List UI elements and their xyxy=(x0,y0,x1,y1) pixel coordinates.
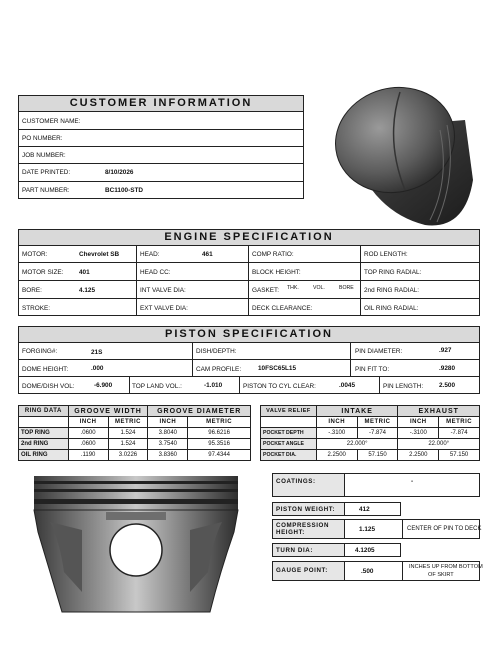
coatings-label: COATINGS: xyxy=(273,474,345,496)
turn-dia-label: TURN DIA: xyxy=(273,544,345,556)
pin-diameter-label: PIN DIAMETER: xyxy=(355,348,403,355)
engine-spec-header: ENGINE SPECIFICATION xyxy=(18,229,480,246)
top-land-vol-value: -1.010 xyxy=(204,382,223,389)
motor-size-label: MOTOR SIZE: xyxy=(22,269,64,276)
ring-cell: 1.524 xyxy=(108,439,148,450)
piston-dome-image xyxy=(325,80,477,232)
compression-label-line1: COMPRESSION xyxy=(276,522,330,529)
ring-cell: 1.524 xyxy=(108,428,148,439)
piston-side-image xyxy=(20,472,252,620)
ring-cell: .0600 xyxy=(68,428,108,439)
piston-weight-value: 412 xyxy=(359,506,370,513)
ring-cell: 95.3516 xyxy=(188,439,251,450)
forging-value: 21S xyxy=(91,349,103,356)
piston-cyl-clear-value: .0045 xyxy=(339,382,355,389)
valve-cell: -7.874 xyxy=(439,428,480,439)
comp-ratio-label: COMP RATIO: xyxy=(252,251,294,258)
gasket-label: GASKET: xyxy=(252,287,279,294)
valve-cell: -7.874 xyxy=(357,428,398,439)
table-row xyxy=(261,428,480,439)
turn-dia-value: 4.1205 xyxy=(355,547,375,554)
valve-cell: 22.000° xyxy=(316,439,398,450)
pin-fit-label: PIN FIT TO: xyxy=(355,366,390,373)
pin-length-value: 2.500 xyxy=(439,382,455,389)
ring-cell: 3.0226 xyxy=(108,450,148,461)
pocket-angle-label: POCKET ANGLE xyxy=(261,439,317,450)
piston-cyl-clear-label: PISTON TO CYL CLEAR: xyxy=(243,383,316,390)
gasket-bore-label: BORE xyxy=(339,285,354,291)
compression-height-value: 1.125 xyxy=(359,526,375,533)
bore-value: 4.125 xyxy=(79,287,95,294)
rod-length-label: ROD LENGTH: xyxy=(364,251,408,258)
pocket-dia-label: POCKET DIA. xyxy=(261,450,317,461)
ring-cell: 3.7540 xyxy=(148,439,188,450)
gw-inch-header: INCH xyxy=(68,417,108,428)
int-valve-label: INT VALVE DIA: xyxy=(140,287,186,294)
ring-cell: 3.8040 xyxy=(148,428,188,439)
ring-row-label: OIL RING xyxy=(19,450,69,461)
stroke-label: STROKE: xyxy=(22,305,51,312)
valve-cell: -.3100 xyxy=(316,428,357,439)
dome-height-value: .000 xyxy=(91,365,104,372)
compression-label-line2: HEIGHT: xyxy=(276,529,305,536)
bore-label: BORE: xyxy=(22,287,42,294)
compression-height-note: CENTER OF PIN TO DECK xyxy=(407,526,482,532)
customer-name-label: CUSTOMER NAME: xyxy=(22,118,81,125)
gauge-point-note-1: INCHES UP FROM BOTTOM xyxy=(409,564,483,570)
pin-length-label: PIN LENGTH: xyxy=(383,383,424,390)
date-printed-label: DATE PRINTED: xyxy=(22,169,71,176)
part-number-label: PART NUMBER: xyxy=(22,187,70,194)
valve-relief-table xyxy=(260,405,480,461)
job-number-label: JOB NUMBER: xyxy=(22,152,66,159)
dome-dish-vol-value: -6.900 xyxy=(94,382,113,389)
top-land-vol-label: TOP LAND VOL.: xyxy=(132,383,182,390)
table-row xyxy=(261,450,480,461)
ring-row-label: TOP RING xyxy=(19,428,69,439)
exhaust-inch-header: INCH xyxy=(398,417,439,428)
piston-spec-box xyxy=(18,342,480,394)
table-row xyxy=(19,439,251,450)
ring-cell: .1190 xyxy=(68,450,108,461)
table-row xyxy=(261,439,480,450)
pin-diameter-value: .927 xyxy=(439,347,452,354)
coatings-value: - xyxy=(411,478,414,485)
gauge-point-label: GAUGE POINT: xyxy=(273,562,345,580)
motor-label: MOTOR: xyxy=(22,251,48,258)
customer-info-box xyxy=(18,111,304,199)
exhaust-header: EXHAUST xyxy=(398,406,480,417)
piston-spec-header: PISTON SPECIFICATION xyxy=(18,326,480,343)
gasket-thk-label: THK. xyxy=(287,285,299,291)
pocket-depth-label: POCKET DEPTH xyxy=(261,428,317,439)
gauge-point-value: .500 xyxy=(361,568,374,575)
turn-dia-box xyxy=(272,543,401,557)
intake-inch-header: INCH xyxy=(316,417,357,428)
ring-cell: 96.6216 xyxy=(188,428,251,439)
gw-metric-header: METRIC xyxy=(108,417,148,428)
ring-cell: 3.8360 xyxy=(148,450,188,461)
dome-dish-vol-label: DOME/DISH VOL: xyxy=(22,383,75,390)
groove-diameter-header: GROOVE DIAMETER xyxy=(148,406,251,417)
table-row xyxy=(19,450,251,461)
engine-spec-box xyxy=(18,245,480,316)
date-printed-value: 8/10/2026 xyxy=(105,169,134,176)
table-row xyxy=(19,428,251,439)
head-cc-label: HEAD CC: xyxy=(140,269,171,276)
ring-cell: 97.4344 xyxy=(188,450,251,461)
block-height-label: BLOCK HEIGHT: xyxy=(252,269,301,276)
ring-data-header: RING DATA xyxy=(19,406,69,417)
groove-width-header: GROOVE WIDTH xyxy=(68,406,148,417)
oil-ring-radial-label: OIL RING RADIAL: xyxy=(364,305,419,312)
compression-height-box xyxy=(272,519,480,539)
valve-cell: 2.2500 xyxy=(316,450,357,461)
cam-profile-value: 10FSC65L15 xyxy=(258,365,297,372)
part-number-value: BC1100-STD xyxy=(105,187,144,194)
valve-cell: 2.2500 xyxy=(398,450,439,461)
gasket-vol-label: VOL. xyxy=(313,285,325,291)
forging-label: FORGING#: xyxy=(22,348,58,355)
gd-metric-header: METRIC xyxy=(188,417,251,428)
compression-height-label xyxy=(273,520,345,538)
dome-height-label: DOME HEIGHT: xyxy=(22,366,69,373)
po-number-label: PO NUMBER: xyxy=(22,135,63,142)
coatings-box xyxy=(272,473,480,497)
deck-clearance-label: DECK CLEARANCE: xyxy=(252,305,313,312)
valve-cell: 22.000° xyxy=(398,439,480,450)
ring-cell: .0600 xyxy=(68,439,108,450)
top-ring-radial-label: TOP RING RADIAL: xyxy=(364,269,422,276)
valve-relief-header: VALVE RELIEF xyxy=(261,406,317,417)
dish-depth-label: DISH/DEPTH: xyxy=(196,348,237,355)
gd-inch-header: INCH xyxy=(148,417,188,428)
exhaust-metric-header: METRIC xyxy=(439,417,480,428)
ring2-radial-label: 2nd RING RADIAL: xyxy=(364,287,420,294)
motor-value: Chevrolet SB xyxy=(79,251,120,258)
piston-weight-label: PISTON WEIGHT: xyxy=(273,503,345,515)
motor-size-value: 401 xyxy=(79,269,90,276)
head-value: 461 xyxy=(202,251,213,258)
ring-data-table xyxy=(18,405,251,461)
cam-profile-label: CAM PROFILE: xyxy=(196,366,242,373)
head-label: HEAD: xyxy=(140,251,160,258)
intake-header: INTAKE xyxy=(316,406,398,417)
ext-valve-label: EXT VALVE DIA: xyxy=(140,305,188,312)
valve-cell: 57.150 xyxy=(439,450,480,461)
customer-info-header: CUSTOMER INFORMATION xyxy=(18,95,304,112)
pin-fit-value: .9280 xyxy=(439,365,455,372)
piston-weight-box xyxy=(272,502,401,516)
valve-cell: 57.150 xyxy=(357,450,398,461)
ring-row-label: 2nd RING xyxy=(19,439,69,450)
valve-cell: -.3100 xyxy=(398,428,439,439)
intake-metric-header: METRIC xyxy=(357,417,398,428)
gauge-point-box xyxy=(272,561,483,581)
gauge-point-note-2: OF SKIRT xyxy=(428,572,454,578)
